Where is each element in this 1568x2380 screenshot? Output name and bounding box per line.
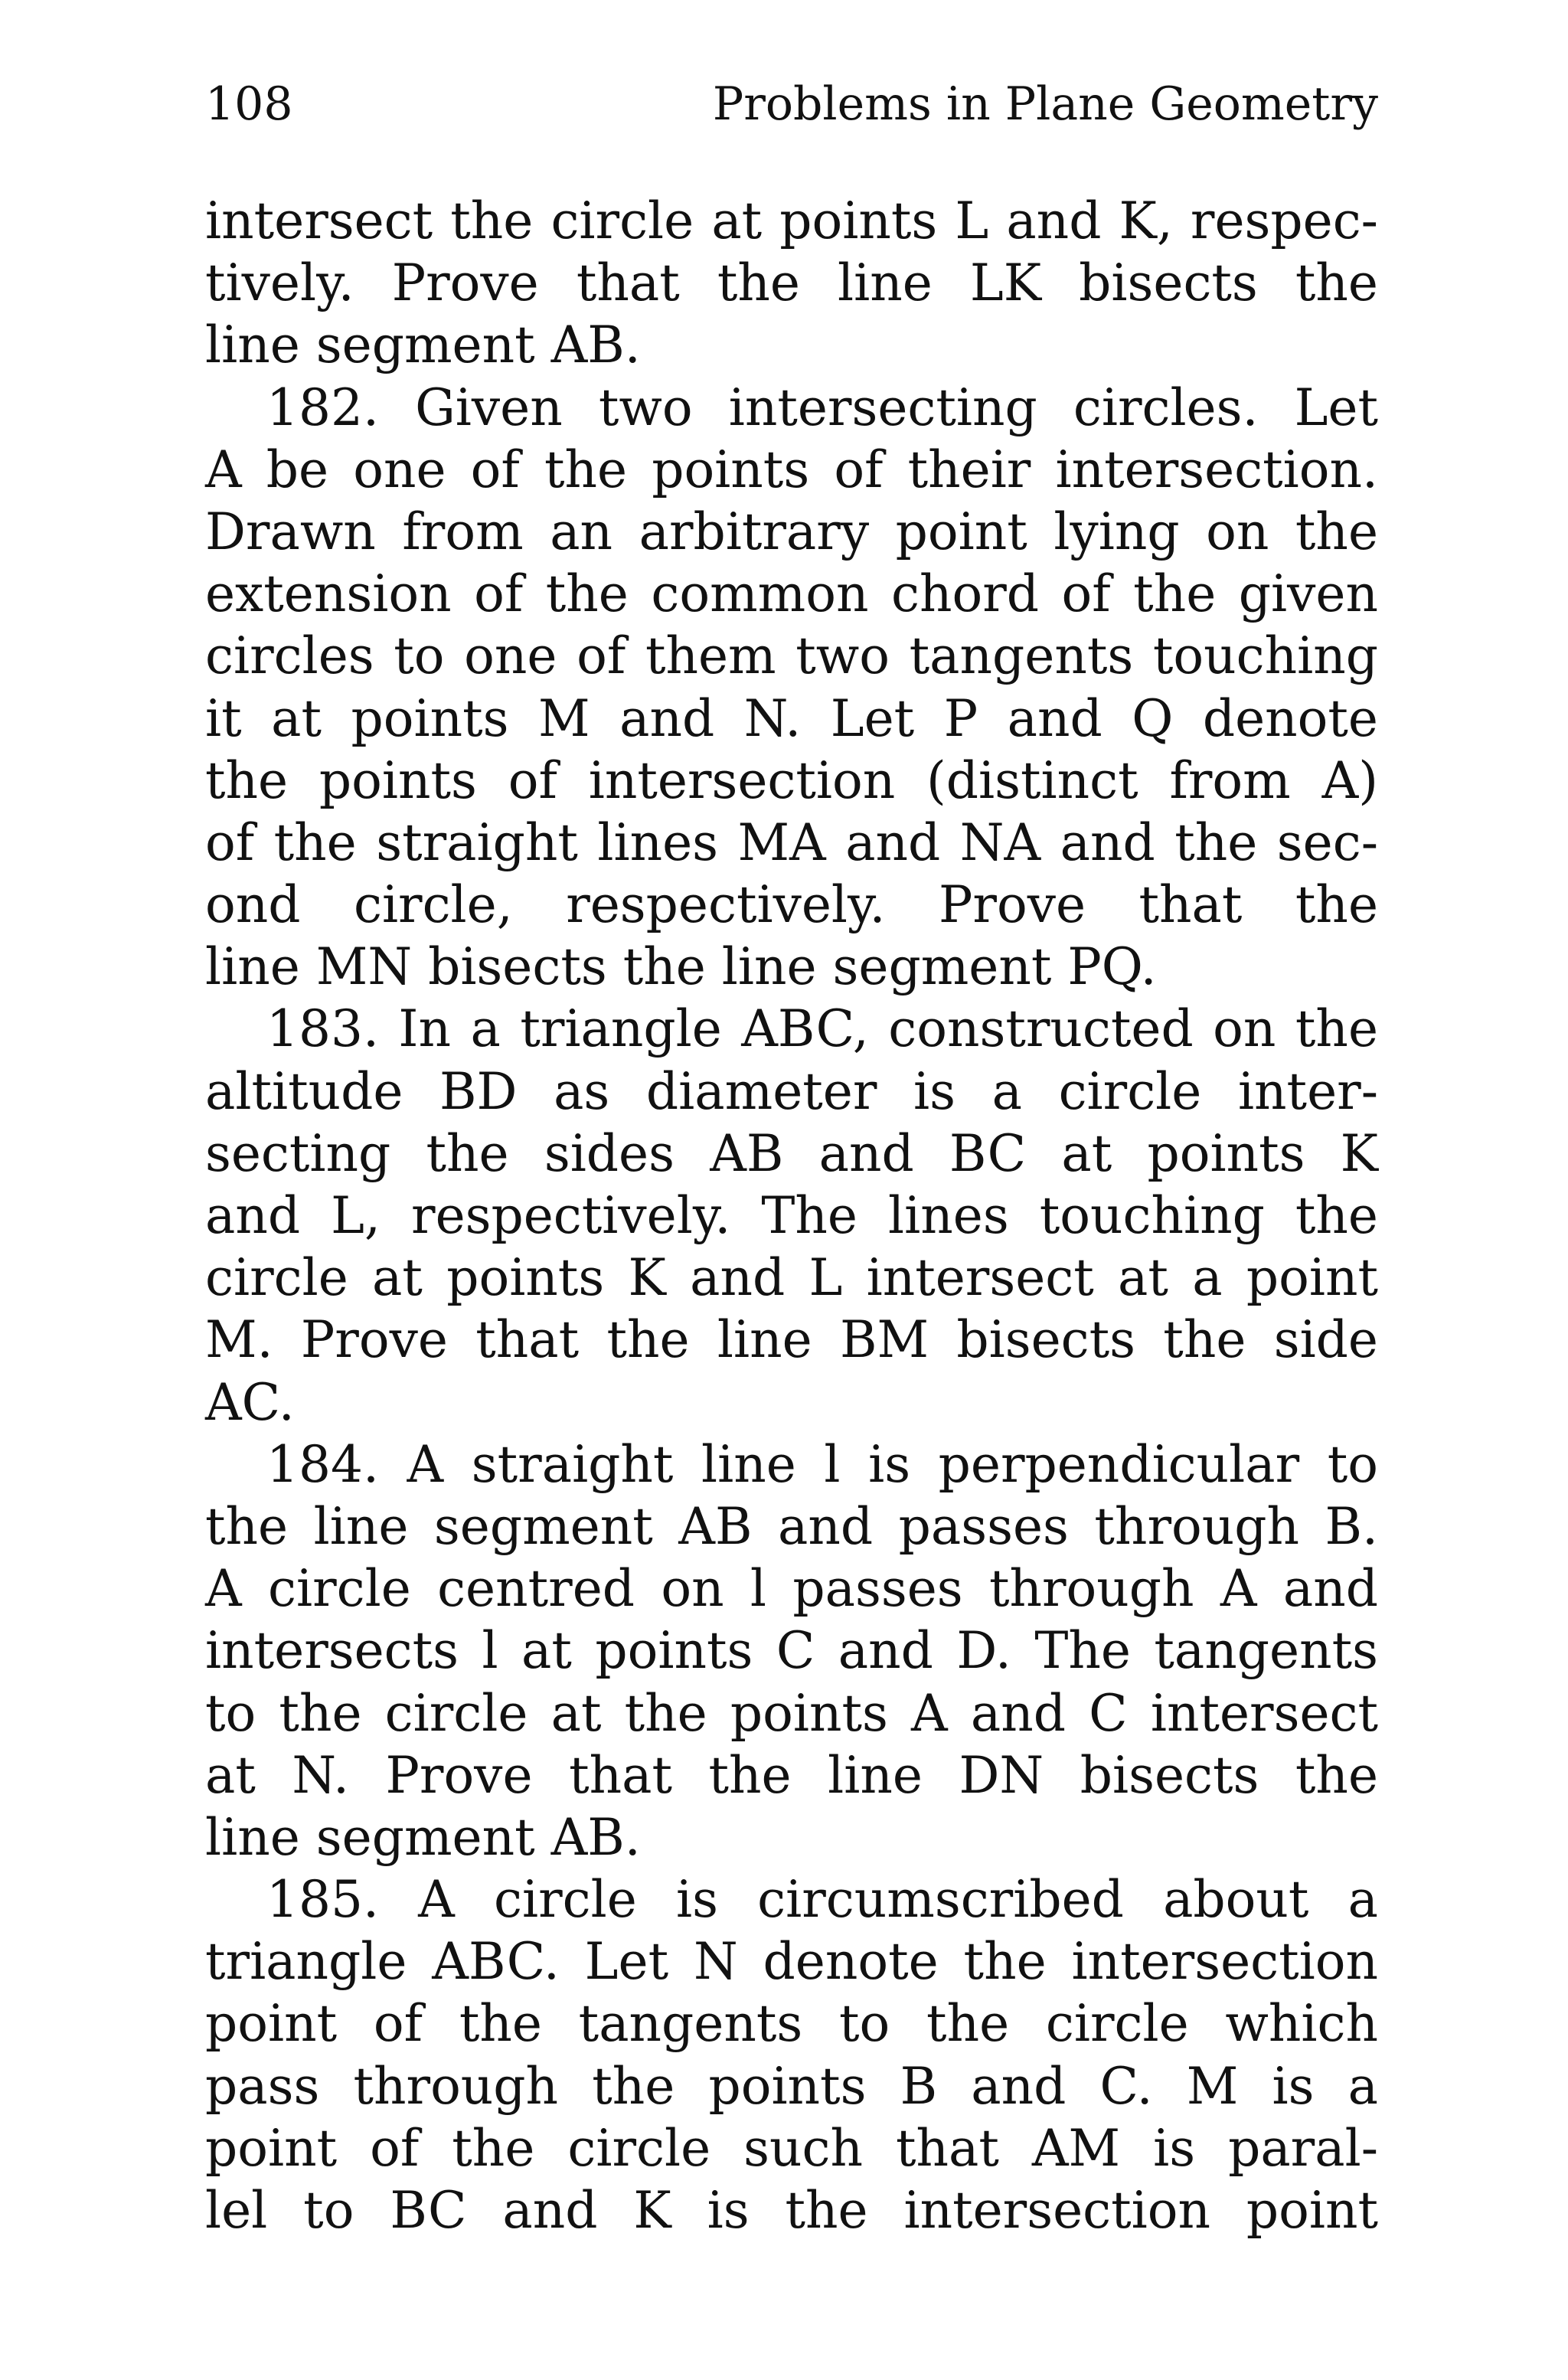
text-line: the points of intersection (distinct from A) [205, 750, 1378, 810]
text-line: it at points M and N. Let P and Q denote [205, 688, 1378, 748]
text-line: to the circle at the points A and C intersect [205, 1683, 1378, 1743]
text-line: the line segment AB and passes through B. [205, 1496, 1378, 1556]
text-line: line segment AB. [205, 315, 641, 375]
text-line: line MN bisects the line segment PQ. [205, 937, 1157, 997]
text-line: circle at points K and L intersect at a point [205, 1248, 1378, 1308]
text-line: altitude BD as diameter is a circle inter- [205, 1061, 1378, 1121]
text-line: triangle ABC. Let N denote the intersection [205, 1932, 1378, 1992]
page-header [205, 74, 1378, 135]
text-line: of the straight lines MA and NA and the sec- [205, 812, 1378, 872]
body-text [205, 190, 1378, 2241]
text-line: line segment AB. [205, 1807, 641, 1867]
text-line: AC. [205, 1372, 295, 1432]
text-line: point of the circle such that AM is paral- [205, 2118, 1378, 2178]
text-line: lel to BC and K is the intersection point [205, 2181, 1378, 2240]
text-line: secting the sides AB and BC at points K [205, 1123, 1378, 1183]
text-line: point of the tangents to the circle which [205, 1994, 1378, 2054]
page-number: 108 [205, 77, 293, 131]
text-line: and L, respectively. The lines touching the [205, 1186, 1378, 1245]
running-title: Problems in Plane Geometry [712, 77, 1378, 131]
problem-184-start: 184. A straight line l is perpendicular to [266, 1434, 1378, 1494]
text-line: M. Prove that the line BM bisects the side [205, 1310, 1378, 1370]
text-line: Drawn from an arbitrary point lying on the [205, 502, 1378, 561]
problem-183-start: 183. In a triangle ABC, constructed on the [266, 999, 1378, 1059]
text-line: A be one of the points of their intersection. [205, 440, 1378, 499]
text-line: A circle centred on l passes through A and [205, 1559, 1378, 1619]
text-line: circles to one of them two tangents touching [205, 626, 1378, 686]
problem-182-start: 182. Given two intersecting circles. Let [266, 378, 1378, 437]
text-line: intersects l at points C and D. The tangents [205, 1621, 1378, 1681]
text-line: tively. Prove that the line LK bisects the [205, 253, 1378, 313]
text-line: intersect the circle at points L and K, respec- [205, 191, 1378, 250]
text-line: at N. Prove that the line DN bisects the [205, 1745, 1378, 1805]
text-line: ond circle, respectively. Prove that the [205, 875, 1378, 935]
text-line: pass through the points B and C. M is a [205, 2056, 1378, 2116]
text-line: extension of the common chord of the given [205, 564, 1378, 624]
problem-185-start: 185. A circle is circumscribed about a [266, 1870, 1378, 1930]
